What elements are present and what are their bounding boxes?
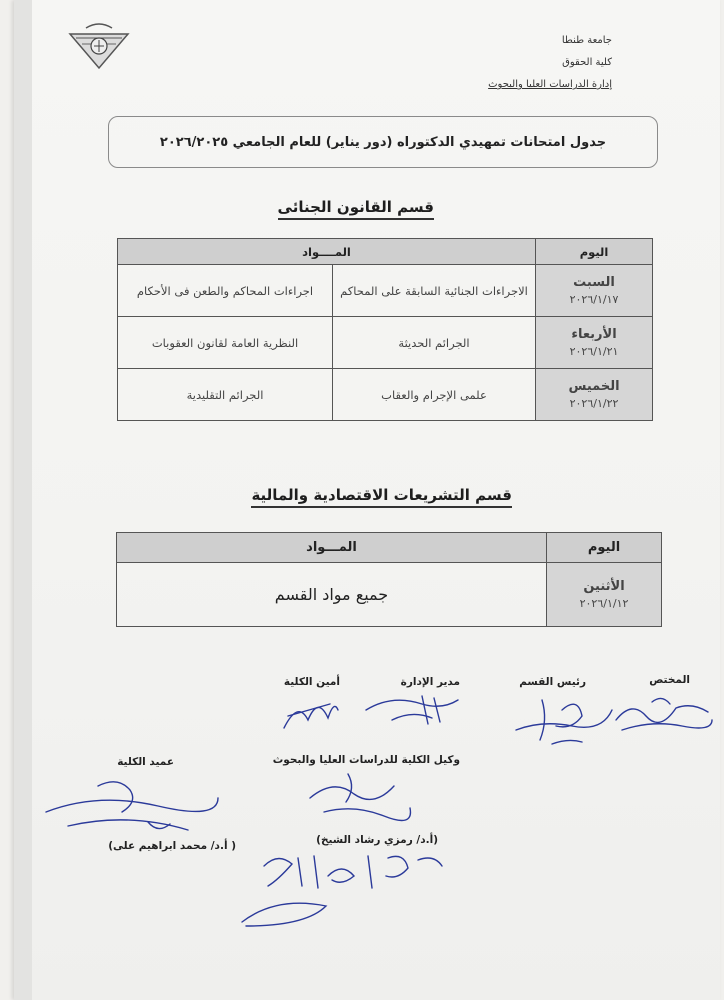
department-name: إدارة الدراسات العليا والبحوث [488, 79, 612, 90]
day-name: السبت [573, 275, 615, 290]
day-cell [547, 563, 662, 627]
day-cell [536, 317, 653, 369]
subject-cell: النظرية العامة لقانون العقوبات [118, 317, 333, 369]
column-header-day: اليوم [547, 533, 662, 563]
day-cell [536, 369, 653, 421]
subject-cell: الاجراءات الجنائية السابقة على المحاكم [333, 265, 536, 317]
vice-dean-signature [304, 768, 414, 824]
dean-signature [38, 772, 222, 842]
day-name: الخميس [568, 379, 620, 394]
subject-cell: علمى الإجرام والعقاب [333, 369, 536, 421]
column-header-subjects: المـــواد [117, 533, 547, 563]
table-row [118, 369, 653, 421]
specialist-title: المختص [649, 674, 690, 686]
day-cell [536, 265, 653, 317]
criminal-law-table [117, 238, 653, 421]
admin-director-title: مدير الإدارة [400, 676, 460, 688]
day-name: الأربعاء [571, 327, 617, 342]
admin-director-signature [362, 690, 462, 730]
section-title-criminal-law: قسم القانون الجنائى [278, 198, 434, 220]
signature-flourish [236, 892, 336, 932]
handwritten-date [258, 846, 448, 896]
university-logo [66, 18, 132, 74]
exam-date: ٢٠٢٦/١/٢١ [569, 345, 619, 358]
dean-title: عميد الكلية [117, 756, 174, 768]
exam-date: ٢٠٢٦/١/٢٢ [569, 397, 619, 410]
day-name: الأثنين [583, 579, 625, 594]
dean-name: ( أ.د/ محمد ابراهيم على) [108, 840, 236, 852]
vice-dean-name: (أ.د/ رمزي رشاد الشيخ) [316, 834, 438, 846]
department-head-signature [512, 690, 616, 750]
vice-dean-title: وكيل الكلية للدراسات العليا والبحوث [272, 754, 460, 766]
header-block [392, 30, 612, 96]
subject-cell: الجرائم الحديثة [333, 317, 536, 369]
faculty-name: كلية الحقوق [562, 57, 612, 68]
table-row [118, 265, 653, 317]
economic-legislation-table [116, 532, 662, 627]
column-header-subjects: المــــواد [118, 239, 536, 265]
university-name: جامعة طنطا [561, 35, 612, 46]
subject-cell: الجرائم التقليدية [118, 369, 333, 421]
document-title: جدول امتحانات تمهيدي الدكتوراه (دور يناير) للعام الجامعي ٢٠٢٦/٢٠٢٥ [108, 116, 658, 168]
department-head-title: رئيس القسم [519, 676, 586, 688]
specialist-signature [612, 690, 718, 740]
section-title-economic-legislation: قسم التشريعات الاقتصادية والمالية [251, 486, 512, 508]
table-row [117, 563, 662, 627]
subject-cell: جميع مواد القسم [117, 563, 547, 627]
faculty-secretary-signature [278, 690, 342, 734]
column-header-day: اليوم [536, 239, 653, 265]
exam-date: ٢٠٢٦/١/١٢ [579, 597, 629, 610]
faculty-secretary-title: أمين الكلية [283, 676, 340, 688]
subject-cell: اجراءات المحاكم والطعن فى الأحكام [118, 265, 333, 317]
exam-date: ٢٠٢٦/١/١٧ [569, 293, 619, 306]
page-edge [14, 0, 32, 1000]
table-row [118, 317, 653, 369]
